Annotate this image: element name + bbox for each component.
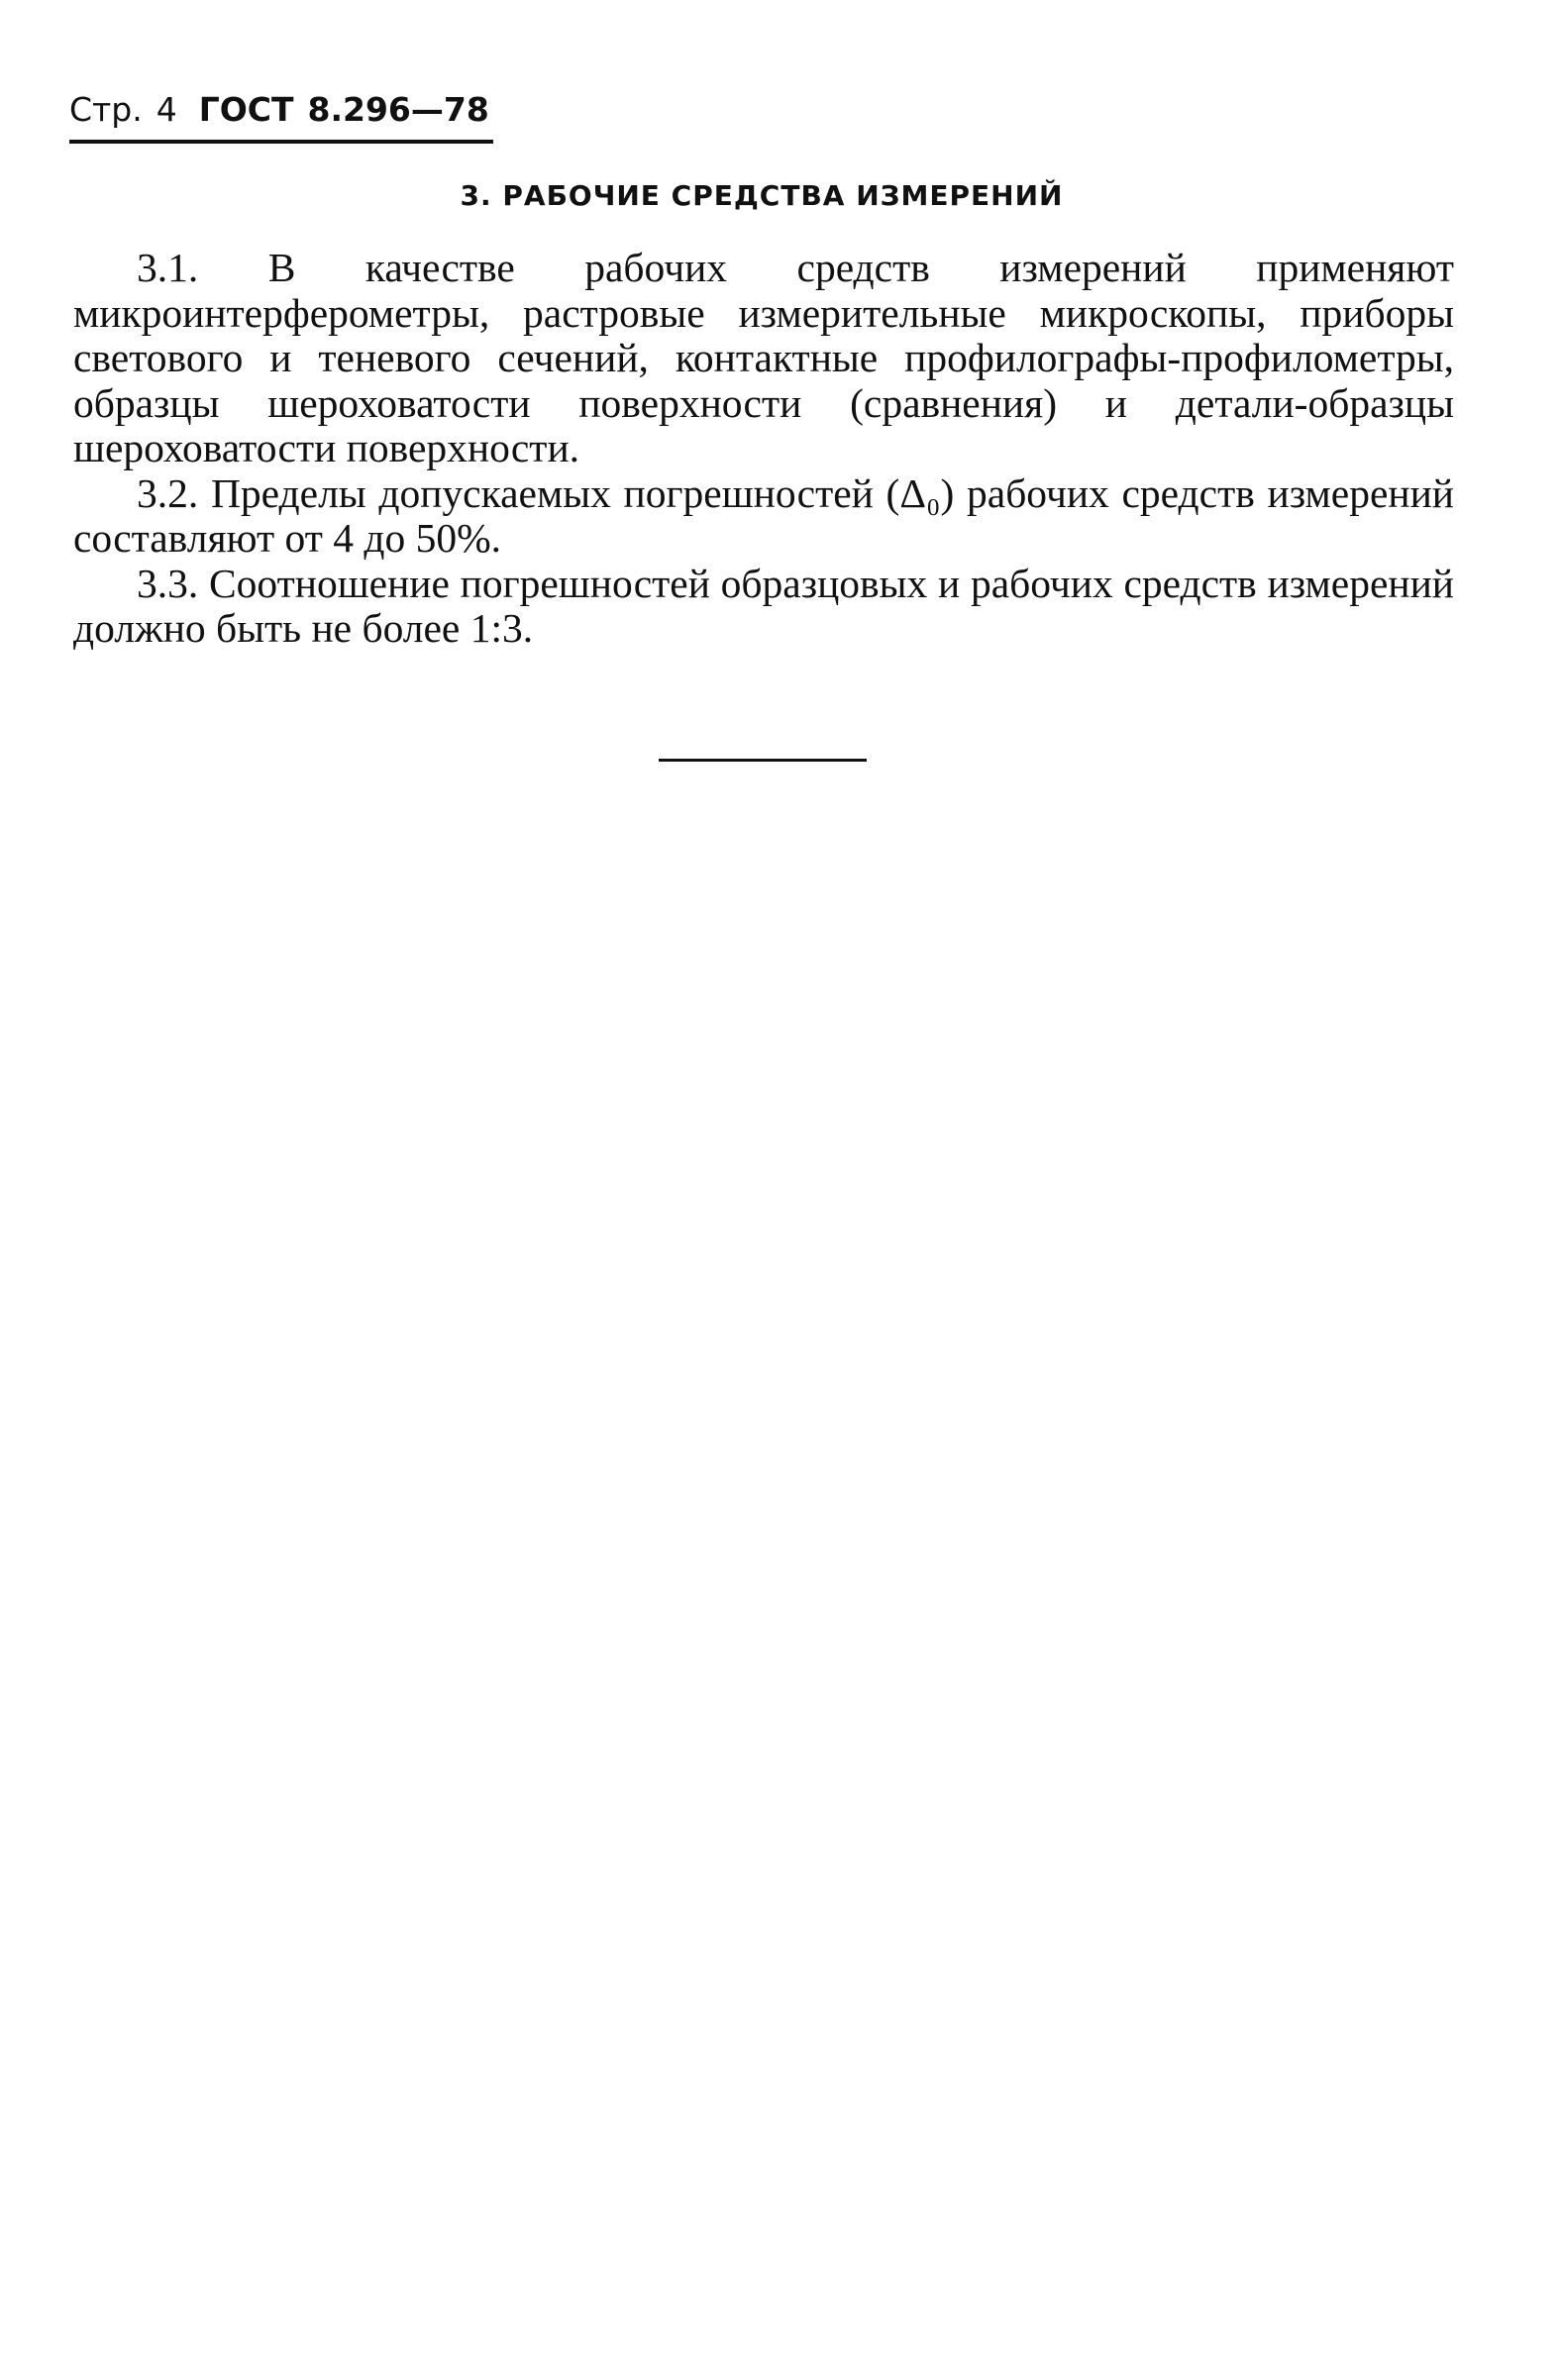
page-number: 4	[156, 90, 177, 129]
end-rule	[659, 759, 867, 762]
section-title: 3. РАБОЧИЕ СРЕДСТВА ИЗМЕРЕНИЙ	[460, 179, 1064, 212]
header-rule	[69, 140, 493, 144]
standard-name: ГОСТ	[198, 90, 294, 129]
paragraph-3-2: 3.2. Пределы допускаемых погрешностей (Δ₀) рабочих средств измерений составляют от 4 до 50%.	[73, 469, 1454, 561]
paragraph-3-3: 3.3. Соотношение погрешностей образцовых и рабочих средств измерений должно быть не более 1:3.	[73, 560, 1454, 651]
paragraph-3-1: 3.1. В качестве рабочих средств измерений применяют микроинтерферометры, растровые измерительные микроскопы, приборы светового и теневого сечений, контактные профилографы-профилометры, образцы шероховатости поверхности (сравнения) и детали-образцы шероховатости поверхности.	[73, 245, 1454, 470]
page-header	[69, 87, 495, 133]
document-body	[73, 246, 1454, 652]
page-label: Стр.	[69, 90, 143, 129]
standard-code: 8.296—78	[307, 90, 489, 129]
